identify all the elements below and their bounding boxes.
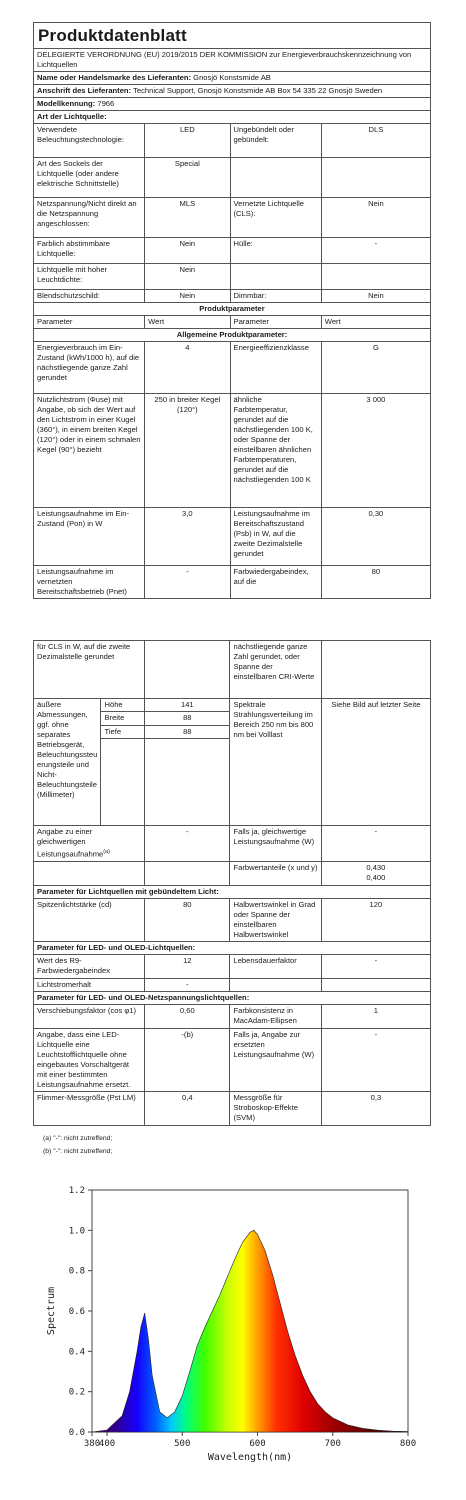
value-cell: 80: [145, 899, 230, 942]
dimension-value: 141: [145, 699, 230, 712]
dimension-name: Höhe: [101, 699, 145, 712]
param-cell: Ungebündelt oder gebündelt:: [230, 124, 321, 158]
dimension-value: 88: [145, 712, 230, 725]
table-row: [34, 955, 431, 979]
directional-heading: Parameter für Lichtquellen mit gebündeltem Licht:: [34, 886, 431, 899]
value-cell: 250 in breiter Kegel (120°): [145, 394, 230, 508]
value-cell: Nein: [145, 290, 230, 303]
table-row: [34, 899, 431, 942]
table-row: [34, 508, 431, 566]
dimensions-label: äußere Abmessungen, ggf. ohne separates Betriebsgerät, Beleuchtungssteuerungsteile und Nicht-Beleuchtungsteile (Millimeter): [34, 699, 101, 826]
value-cell: 0,60: [145, 1005, 230, 1029]
x-tick-label: 500: [174, 1439, 191, 1449]
value-cell: Special: [145, 158, 230, 198]
value-cell: [145, 641, 230, 699]
footnotes: [43, 1132, 431, 1158]
address-label: Anschrift des Lieferanten:: [37, 86, 132, 95]
page-title: Produktdatenblatt: [33, 22, 431, 48]
y-tick-label: 1.0: [68, 1226, 85, 1237]
param-cell: Farbwiedergabeindex, auf die: [230, 566, 321, 599]
param-cell: Farblich abstimmbare Lichtquelle:: [34, 238, 145, 264]
spectrum-chart: [40, 1178, 426, 1468]
address-value: Technical Support, Gnosjö Konstsmide AB Box 54 335 22 Gnosjö Sweden: [133, 86, 383, 95]
param-cell: Lichtquelle mit hoher Leuchtdichte:: [34, 264, 145, 290]
param-cell: Netzspannung/Nicht direkt an die Netzspannung angeschlossen:: [34, 198, 145, 238]
led-mains-heading: Parameter für LED- und OLED-Netzspannungslichtquellen:: [34, 992, 431, 1005]
column-header-row: [34, 316, 431, 329]
dimensions-row: [34, 699, 431, 712]
param-cell: [230, 979, 321, 992]
value-cell: -: [145, 979, 230, 992]
footnote: (a) "-": nicht zutreffend;: [43, 1135, 113, 1142]
value-cell: Nein: [321, 198, 430, 238]
general-params-heading: Allgemeine Produktparameter:: [34, 329, 431, 342]
value-cell: -: [145, 566, 230, 599]
datasheet-table-continued: [33, 640, 431, 1126]
param-cell: Leistungsaufnahme im vernetzten Bereitschaftsbetrieb (Pnet): [34, 566, 145, 599]
param-cell: Angabe, dass eine LED-Lichtquelle eine Leuchtstofflichtquelle ohne eingebautes Vorschaltgerät mit einer bestimmten Leistungsaufnahme ersetzt.: [34, 1029, 145, 1092]
value-cell: [321, 641, 430, 699]
table-row: [34, 290, 431, 303]
param-cell: Falls ja, Angabe zur ersetzten Leistungsaufnahme (W): [230, 1029, 321, 1092]
param-cell: Wert des R9-Farbwiedergabeindex: [34, 955, 145, 979]
footnote: (b) "-": nicht zutreffend;: [43, 1148, 113, 1155]
param-cell: Energieeffizienzklasse: [230, 342, 321, 394]
param-cell: ähnliche Farbtemperatur, gerundet auf die nächstliegenden 100 K, oder Spanne der einstellbaren ähnlichen Farbtemperaturen, gerundet auf die nächstliegenden 100 K: [230, 394, 321, 508]
param-cell: Dimmbar:: [230, 290, 321, 303]
column-header: Wert: [321, 316, 430, 329]
y-tick-label: 0.2: [68, 1387, 85, 1398]
model-row: [34, 98, 431, 111]
supplier-value: Gnosjö Konstsmide AB: [193, 73, 271, 82]
param-cell: Energieverbrauch im Ein-Zustand (kWh/1000 h), auf die nächstliegende ganze Zahl gerundet: [34, 342, 145, 394]
value-cell: DLS: [321, 124, 430, 158]
value-cell: 4: [145, 342, 230, 394]
table-row: [34, 641, 431, 699]
value-cell: Nein: [321, 290, 430, 303]
value-cell: 0,30: [321, 508, 430, 566]
dimension-name: Tiefe: [101, 725, 145, 738]
param-cell: Farbkonsistenz in MacAdam-Ellipsen: [230, 1005, 321, 1029]
y-tick-label: 0.0: [68, 1428, 85, 1438]
table-row: [34, 826, 431, 862]
supplier-row: [34, 72, 431, 85]
table-row: [34, 198, 431, 238]
param-cell: Angabe zu einer gleichwertigen Leistungsaufnahme: [37, 827, 104, 859]
led-mains-heading-row: [34, 992, 431, 1005]
value-cell: Nein: [145, 264, 230, 290]
value-cell: -(b): [145, 1029, 230, 1092]
address-row: [34, 85, 431, 98]
value-cell: 3 000: [321, 394, 430, 508]
y-axis-label: Spectrum: [46, 1286, 57, 1336]
value-cell: 80: [321, 566, 430, 599]
param-cell: Farbwertanteile (x und y): [230, 862, 321, 886]
param-cell: Verschiebungsfaktor (cos φ1): [34, 1005, 145, 1029]
param-cell: Flimmer-Messgröße (Pst LM): [34, 1092, 145, 1126]
param-cell: nächstliegende ganze Zahl gerundet, oder Spanne der einstellbaren CRI-Werte: [230, 641, 321, 699]
column-header: Parameter: [34, 316, 145, 329]
param-cell: Verwendete Beleuchtungstechnologie:: [34, 124, 145, 158]
value-cell: [321, 264, 430, 290]
model-value: 7966: [97, 99, 115, 108]
param-cell: Leistungsaufnahme im Bereitschaftszustand (Psb) in W, auf die zweite Dezimalstelle gerundet: [230, 508, 321, 566]
datasheet-page-1: [33, 22, 431, 599]
value-cell: -: [321, 238, 430, 264]
value-cell: -: [321, 955, 430, 979]
value-cell: Nein: [145, 238, 230, 264]
value-cell: 0,430: [366, 863, 386, 872]
table-row: [34, 394, 431, 508]
supplier-label: Name oder Handelsmarke des Lieferanten:: [37, 73, 192, 82]
value-cell: 120: [321, 899, 430, 942]
y-tick-label: 1.2: [68, 1186, 85, 1196]
datasheet-page-2: [33, 640, 431, 1158]
param-cell: Falls ja, gleichwertige Leistungsaufnahme (W): [230, 826, 321, 862]
value-cell: MLS: [145, 198, 230, 238]
product-params-heading: Produktparameter: [34, 303, 431, 316]
table-row: [34, 1029, 431, 1092]
table-row: [34, 1005, 431, 1029]
y-tick-label: 0.6: [68, 1307, 85, 1317]
param-cell: Lebensdauerfaktor: [230, 955, 321, 979]
dimension-value: 88: [145, 725, 230, 738]
table-row: [34, 566, 431, 599]
light-type-heading: Art der Lichtquelle:: [34, 111, 431, 124]
value-cell: 1: [321, 1005, 430, 1029]
spectrum-area: [92, 1230, 408, 1432]
value-cell: G: [321, 342, 430, 394]
dimension-name: Breite: [101, 712, 145, 725]
value-cell: 12: [145, 955, 230, 979]
x-axis-label: Wavelength(nm): [207, 1452, 293, 1463]
param-cell: Messgröße für Stroboskop-Effekte (SVM): [230, 1092, 321, 1126]
light-type-heading-row: [34, 111, 431, 124]
param-cell: [230, 264, 321, 290]
regulation-row: [34, 49, 431, 72]
value-cell: 0,4: [145, 1092, 230, 1126]
param-cell: Art des Sockels der Lichtquelle (oder andere elektrische Schnittstelle): [34, 158, 145, 198]
datasheet-table: [33, 48, 431, 599]
value-cell: -: [321, 826, 430, 862]
x-tick-label: 400: [98, 1439, 116, 1449]
page-break: [0, 620, 466, 640]
value-cell: Siehe Bild auf letzter Seite: [321, 699, 430, 826]
param-cell: Leistungsaufnahme im Ein-Zustand (Pon) in W: [34, 508, 145, 566]
param-cell: Halbwertswinkel in Grad oder Spanne der einstellbaren Halbwertswinkel: [230, 899, 321, 942]
general-heading-row: [34, 329, 431, 342]
table-row: [34, 124, 431, 158]
param-cell: für CLS in W, auf die zweite Dezimalstelle gerundet: [34, 641, 145, 699]
value-cell: 3,0: [145, 508, 230, 566]
table-row: [34, 862, 431, 886]
x-tick-label: 700: [324, 1439, 341, 1449]
product-params-heading-row: [34, 303, 431, 316]
param-cell: Spitzenlichtstärke (cd): [34, 899, 145, 942]
value-cell: LED: [145, 124, 230, 158]
param-cell: Hülle:: [230, 238, 321, 264]
table-row: [34, 264, 431, 290]
param-cell: Lichtstromerhalt: [34, 979, 145, 992]
param-cell: [230, 158, 321, 198]
value-cell: [321, 979, 430, 992]
value-cell: 0,400: [366, 873, 386, 882]
model-label: Modellkennung:: [37, 99, 96, 108]
table-row: [34, 342, 431, 394]
value-cell: 0,3: [321, 1092, 430, 1126]
value-cell: -: [145, 826, 230, 862]
value-cell: [321, 158, 430, 198]
x-tick-label: 380: [83, 1439, 101, 1449]
table-row: [34, 1092, 431, 1126]
regulation-text: DELEGIERTE VERORDNUNG (EU) 2019/2015 DER KOMMISSION zur Energieverbrauchskennzeichnung von Lichtquellen: [34, 49, 431, 72]
y-tick-label: 0.8: [68, 1266, 85, 1277]
table-row: [34, 979, 431, 992]
led-oled-heading-row: [34, 942, 431, 955]
value-cell: -: [321, 1029, 430, 1092]
column-header: Parameter: [230, 316, 321, 329]
param-cell: Nutzlichtstrom (Φuse) mit Angabe, ob sich der Wert auf den Lichtstrom in einer Kugel (360°), in einem breiten Kegel (120°) oder in einem schmalen Kegel (90°) bezieht: [34, 394, 145, 508]
table-row: [34, 238, 431, 264]
param-cell: Vernetzte Lichtquelle (CLS):: [230, 198, 321, 238]
param-cell: Spektrale Strahlungsverteilung im Bereich 250 nm bis 800 nm bei Volllast: [230, 699, 321, 826]
directional-heading-row: [34, 886, 431, 899]
footnote-ref: (a): [103, 849, 111, 855]
x-tick-label: 800: [399, 1439, 417, 1449]
param-cell: Blendschutzschild:: [34, 290, 145, 303]
led-oled-heading: Parameter für LED- und OLED-Lichtquellen:: [34, 942, 431, 955]
y-tick-label: 0.4: [68, 1347, 85, 1358]
table-row: [34, 158, 431, 198]
column-header: Wert: [145, 316, 230, 329]
x-tick-label: 600: [249, 1439, 266, 1449]
